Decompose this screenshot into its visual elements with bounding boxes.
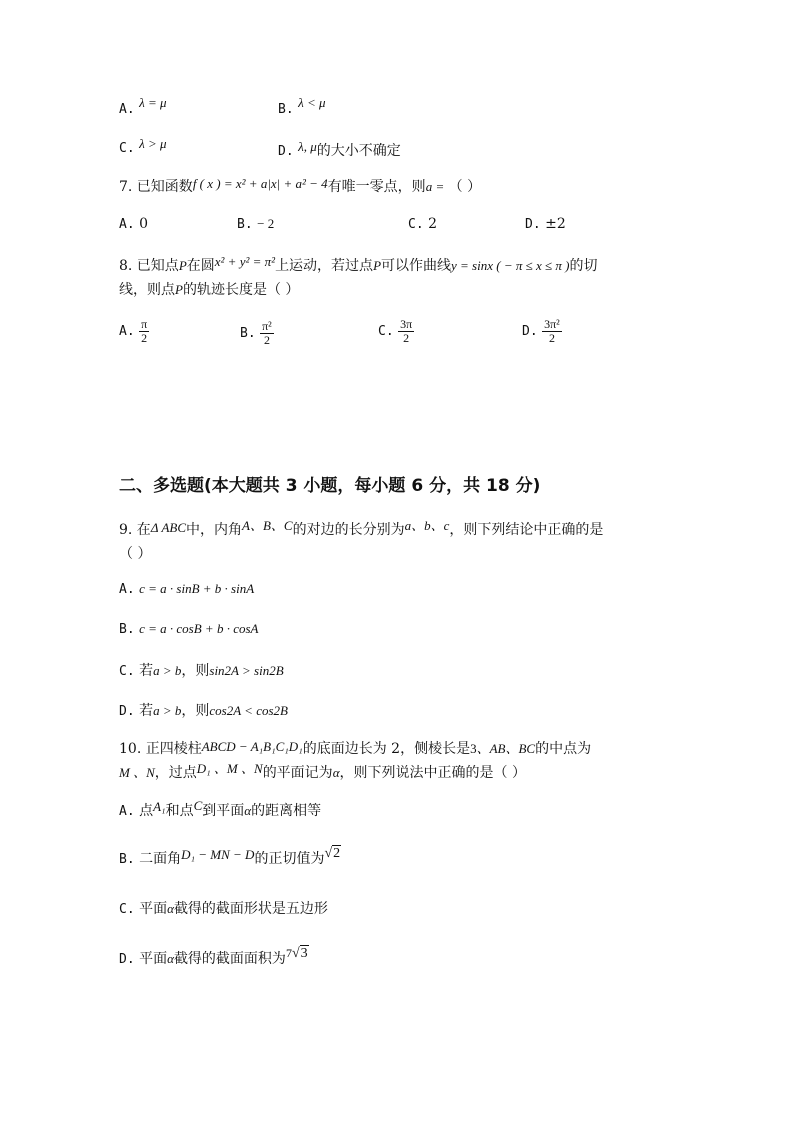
q7-prefix: 7. 已知函数 [119, 179, 193, 195]
q7-option-d [525, 216, 566, 232]
text: 的平面记为 [262, 765, 333, 781]
text: 截得的截面面积为 [173, 951, 286, 967]
text: 的对边的长分别为 [292, 522, 405, 538]
result: cos2A < cos2B [209, 703, 288, 718]
option-label: C. [378, 324, 394, 339]
q9-option-a [119, 581, 254, 597]
q10-option-a [119, 800, 321, 820]
denominator: 2 [548, 331, 555, 345]
prism: ABCD − A₁B₁C₁D₁ [201, 739, 303, 754]
option-label: D. [119, 952, 135, 967]
text: 点 [139, 803, 154, 819]
q6-option-c [119, 136, 167, 156]
text: 到平面 [202, 803, 245, 819]
text: 截得的截面形状是五边形 [173, 901, 328, 917]
text: 上运动，若过点 [275, 258, 374, 274]
q7-stem [119, 176, 481, 196]
section-heading: 二、多选题(本大题共 3 小题，每小题 6 分，共 18 分) [119, 476, 541, 496]
text: 的切 [569, 258, 598, 274]
text: 平面 [139, 951, 168, 967]
text: 二面角 [139, 851, 182, 867]
edge-length: 3 [470, 741, 477, 756]
option-label: D. [119, 704, 135, 719]
dihedral-angle: D₁ − MN − D [181, 847, 255, 862]
option-label: C. [119, 141, 135, 156]
circle-equation: x² + y² = π² [214, 254, 276, 269]
answer-paren: （ ） [119, 546, 152, 562]
option-label: D. [525, 217, 541, 232]
option-label: A. [119, 102, 135, 117]
text: ，则下列结论中正确的是 [449, 522, 604, 538]
text: 的底面边长为 2，侧棱长是 [302, 741, 471, 757]
option-expr: c = a · cosB + b · cosA [139, 621, 259, 636]
option-label: A. [119, 324, 135, 339]
plane-alpha: α [167, 901, 174, 916]
numerator: π² [262, 319, 272, 333]
option-label: D. [278, 144, 294, 159]
option-expr: c = a · sinB + b · sinA [139, 581, 255, 596]
option-value: 2 [428, 216, 438, 232]
radicand: 2 [333, 846, 341, 861]
text: ，则下列说法中正确的是（ ） [339, 765, 526, 781]
q9-option-c [119, 660, 284, 680]
option-label: A. [119, 217, 135, 232]
text: 8. 已知点 [119, 258, 179, 274]
point: C [193, 798, 203, 813]
q6-option-b [278, 95, 326, 117]
q7-option-c [408, 216, 437, 232]
option-expr: λ < μ [298, 95, 326, 110]
text: 的中点为 [535, 741, 592, 757]
text: 10. 正四棱柱 [119, 741, 202, 757]
point-p: P [373, 258, 382, 273]
option-label: C. [119, 902, 135, 917]
text: ，则 [181, 703, 210, 719]
q9-stem [119, 519, 603, 539]
text: ，过点 [154, 765, 197, 781]
result: sin2A > sin2B [209, 663, 284, 678]
text: 的轨迹长度是（ ） [182, 282, 300, 298]
option-expr: λ = μ [139, 95, 167, 110]
points-mn: M 、N [119, 765, 155, 780]
q10-stem-line2 [119, 762, 526, 782]
option-label: C. [119, 664, 135, 679]
points: D₁ 、M 、N [196, 761, 263, 776]
text: 线，则点 [119, 282, 175, 298]
numerator: π [141, 317, 148, 331]
midpoints: 、AB、BC [476, 741, 536, 756]
coefficient: 7 [285, 946, 292, 960]
q8-option-a [119, 318, 149, 345]
plane-alpha: α [167, 951, 174, 966]
option-label: B. [278, 102, 294, 117]
text: 可以作曲线 [381, 258, 452, 274]
option-text: 的大小不确定 [316, 143, 401, 159]
fraction [542, 318, 562, 345]
radicand: 3 [300, 946, 308, 961]
q9-option-b [119, 621, 258, 637]
option-label: A. [119, 582, 135, 597]
text: ，则 [181, 663, 210, 679]
q8-stem-line2 [119, 279, 299, 299]
option-label: A. [119, 804, 135, 819]
fraction [260, 320, 274, 347]
sides: a、b、c [404, 518, 450, 533]
q6-option-a [119, 95, 167, 117]
plane-alpha: α [332, 765, 340, 780]
q7-option-a [119, 216, 148, 232]
text: 平面 [139, 901, 168, 917]
q8-option-c [378, 318, 414, 345]
option-value: ±2 [545, 216, 566, 232]
q9-option-d [119, 700, 288, 720]
condition: a > b [153, 703, 182, 718]
option-label: B. [237, 217, 253, 232]
angles: A、B、C [242, 518, 293, 533]
point-p: P [175, 282, 183, 297]
text: 9. 在 [119, 522, 151, 538]
plane-alpha: α [244, 803, 252, 818]
text: 在圆 [186, 258, 215, 274]
q7-option-b [237, 216, 274, 232]
q8-option-d [522, 318, 562, 345]
text: 中，内角 [186, 522, 243, 538]
q6-option-d [278, 140, 401, 160]
q7-function: f ( x ) = x² + a|x| + a² − 4 [192, 176, 328, 191]
q8-option-b [240, 320, 274, 347]
option-value: 0 [139, 216, 149, 232]
fraction [139, 318, 149, 345]
option-label: B. [240, 326, 256, 341]
text: 若 [139, 663, 154, 679]
option-label: B. [119, 622, 135, 637]
numerator: 3π² [544, 317, 560, 331]
q7-suffix: 有唯一零点，则 [327, 179, 426, 195]
option-label: D. [522, 324, 538, 339]
denominator: 2 [403, 331, 410, 345]
point: A₁ [153, 799, 166, 814]
text: 的正切值为 [254, 851, 325, 867]
option-label: C. [408, 217, 424, 232]
option-value: − 2 [257, 216, 275, 231]
option-expr: λ, μ [298, 139, 317, 154]
numerator: 3π [400, 317, 413, 331]
q8-stem-line1 [119, 255, 598, 275]
text: 和点 [165, 803, 194, 819]
option-expr: λ > μ [139, 136, 167, 151]
fraction [398, 318, 414, 345]
q10-stem-line1 [119, 738, 591, 758]
point-p: P [178, 258, 187, 273]
answer-paren: （ ） [448, 179, 482, 195]
sqrt-expression: √2 [324, 846, 341, 861]
condition: a > b [153, 663, 182, 678]
text: 若 [139, 703, 154, 719]
denominator: 2 [263, 333, 270, 347]
q10-option-b [119, 848, 341, 868]
sqrt-expression: √3 [291, 946, 308, 961]
q7-ask: a = [425, 179, 445, 194]
option-label: B. [119, 852, 135, 867]
triangle: Δ ABC [150, 520, 187, 535]
curve-equation: y = sinx ( − π ≤ x ≤ π ) [451, 258, 570, 273]
q10-option-d [119, 948, 309, 968]
q10-option-c [119, 898, 328, 918]
denominator: 2 [141, 331, 148, 345]
text: 的距离相等 [251, 803, 322, 819]
